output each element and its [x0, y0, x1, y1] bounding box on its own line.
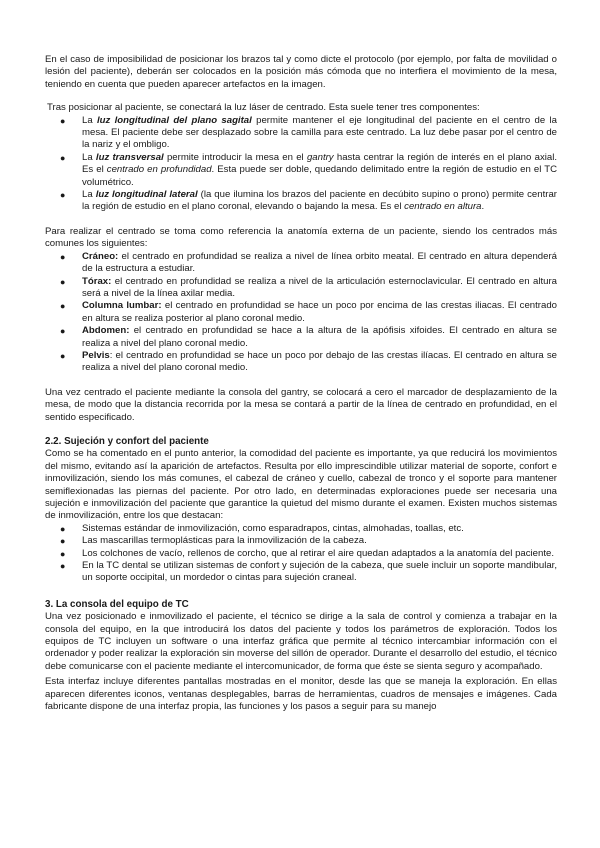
section-heading: 2.2. Sujeción y confort del paciente: [45, 435, 209, 447]
bullet-icon: ●: [60, 152, 66, 163]
intro-paragraph: En el caso de imposibilidad de posicionar los brazos tal y como dicte el protocolo (por ejemplo, por falta de movilidad o lesión del paciente), deberán ser colocados en la posición más cómoda que no interfiera el movimiento de la mesa, teniendo en cuenta que pueden aparecer artefactos en la imagen.: [45, 54, 557, 90]
section-paragraph: Esta interfaz incluye diferentes pantallas mostradas en el monitor, desde las que se maneja la exploración. En ellas aparecen diferentes iconos, ventanas desplegables, barras de herramientas, cuadros de mensajes e imágenes. Cada fabricante dispone de una interfaz propia, las funciones y los pasos a seguir para su manejo: [45, 676, 557, 713]
bullet-icon: ●: [60, 251, 66, 262]
list-item: ● Los colchones de vacío, rellenos de corcho, que al retirar el aire quedan adaptados a la anatomía del paciente.: [60, 547, 555, 559]
list-item: ● La luz longitudinal lateral (la que ilumina los brazos del paciente en decúbito supino o prono) permite centrar la región de estudio en el plano coronal, elevando o bajando la mesa. Es el centrado en altura.: [60, 189, 557, 213]
term: Abdomen:: [82, 325, 130, 337]
section-heading: 3. La consola del equipo de TC: [45, 598, 189, 610]
anatomy-intro: Para realizar el centrado se toma como referencia la anatomía externa de un paciente, siendo los centrados más comunes los siguientes:: [45, 225, 557, 250]
term: Pelvis: [82, 349, 110, 361]
section-paragraph: Como se ha comentado en el punto anterior, la comodidad del paciente es importante, ya que reducirá los movimientos del mismo, evitando así la aparición de artefactos. Resulta por ello imprescindible utilizar material de soporte, confort e inmovilización, siendo los más comunes, el cabezal de cráneo y cuello, cabezal de tronco y el soporte para mantener semiflexionadas las piernas del paciente. Por otro lado, en determinadas exploraciones puede ser necesaria una sujeción e inmovilización del paciente que garantice la quietud del mismo durante el examen. Existen muchos sistemas de inmovilización, entre los que destacan:: [45, 448, 557, 522]
bullet-icon: ●: [60, 190, 66, 201]
bullet-icon: ●: [60, 536, 66, 547]
bullet-icon: ●: [60, 350, 66, 361]
list-item: ● La luz longitudinal del plano sagital permite mantener el eje longitudinal del paciente en el centro de la mesa. El paciente debe ser desplazado sobre la camilla para este centrado. La luz debe pasar por el centro de la nariz y el ombligo.: [60, 114, 557, 151]
gantry-paragraph: Una vez centrado el paciente mediante la consola del gantry, se colocará a cero el marcador de desplazamiento de la mesa, de modo que la distancia recorrida por la mesa se contará a partir de la línea de centrado en profundidad, en el sentido especificado.: [45, 386, 557, 423]
bullet-icon: ●: [60, 523, 66, 534]
list-item: ● Tórax: el centrado en profundidad se realiza a nivel de la articulación esternoclavicular. El centrado en altura será a nivel de la línea axilar media.: [60, 275, 557, 299]
list-item: ● Cráneo: el centrado en profundidad se realiza a nivel de línea orbito meatal. El centrado en altura dependerá de la estructura a estudiar.: [60, 250, 557, 275]
section-paragraph: Una vez posicionado e inmovilizado el paciente, el técnico se dirige a la sala de control y comienza a trabajar en la consola del equipo, en la que introducirá los datos del paciente y todos los parámetros de exploración. Todos los equipos de TC incluyen un software o una interfaz gráfica que permite al técnico intercambiar información con el ordenador y poder realizar la exploración sin moverse del sillón de operador. Durante el desarrollo del estudio, el técnico debe comunicarse con el paciente mediante el intercomunicador, de forma que éste se sienta seguro y acompañado.: [45, 611, 557, 672]
bullet-icon: ●: [60, 326, 66, 337]
list-item: ● Abdomen: el centrado en profundidad se hace a la altura de la apófisis xifoides. El centrado en altura se realiza a nivel del plano coronal medio.: [60, 325, 557, 349]
term: Tórax:: [82, 275, 112, 287]
bullet-icon: ●: [60, 561, 66, 572]
list-item: ● En la TC dental se utilizan sistemas de confort y sujeción de la cabeza, que suele incluir un soporte mandibular, un soporte occipital, un mordedor o cintas para sujeción craneal.: [60, 560, 557, 584]
bullet-icon: ●: [60, 115, 66, 126]
term: Columna lumbar:: [82, 300, 162, 312]
immobilization-list: [45, 523, 557, 585]
list-item: ● La luz transversal permite introducir la mesa en el gantry hasta centrar la región de interés en el plano axial. Es el centrado en profundidad. Esta puede ser doble, quedando delimitado entre la región de estudio en el TC volumétrico.: [60, 151, 557, 188]
bullet-icon: ●: [60, 301, 66, 312]
term: Cráneo:: [82, 250, 119, 262]
anatomy-list: [45, 251, 557, 375]
bullet-icon: ●: [60, 548, 66, 559]
laser-list: [45, 115, 557, 214]
list-item: ● Las mascarillas termoplásticas para la inmovilización de la cabeza.: [60, 535, 367, 547]
term: luz transversal: [95, 151, 164, 163]
laser-intro: Tras posicionar al paciente, se conectará la luz láser de centrado. Esta suele tener tres componentes:: [47, 102, 480, 114]
list-item: ● Columna lumbar: el centrado en profundidad se hace un poco por encima de las crestas iliacas. El centrado en altura se realiza posterior al plano coronal medio.: [60, 300, 557, 324]
bullet-icon: ●: [60, 276, 66, 287]
document-page: [45, 54, 557, 714]
list-item: ● Pelvis: el centrado en profundidad se hace un poco por debajo de las crestas ilíacas. El centrado en altura se realiza a nivel del plano coronal medio.: [60, 349, 557, 374]
term: luz longitudinal lateral: [95, 189, 198, 201]
list-item: ● Sistemas estándar de inmovilización, como esparadrapos, cintas, almohadas, toallas, etc.: [60, 522, 464, 534]
term: luz longitudinal del plano sagital: [97, 114, 252, 126]
